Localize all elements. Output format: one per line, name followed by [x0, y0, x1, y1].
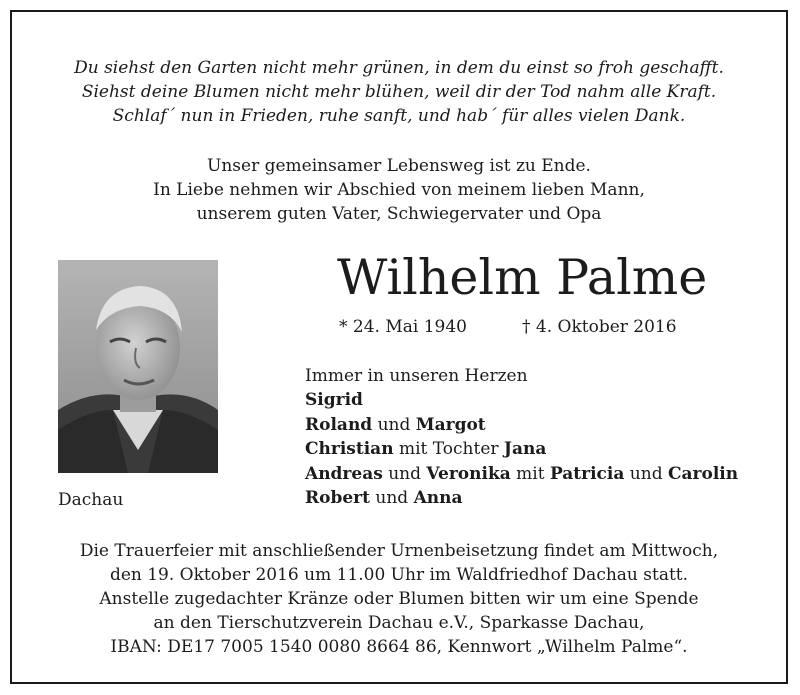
family-member: Anna — [413, 488, 463, 509]
intro-line: In Liebe nehmen wir Abschied von meinem lieben Mann, — [153, 180, 645, 200]
family-line — [305, 413, 738, 437]
funeral-notice — [12, 539, 786, 659]
family-line — [305, 437, 738, 461]
notice-line: IBAN: DE17 7005 1540 0080 8664 86, Kennwort „Wilhelm Palme“. — [110, 637, 688, 657]
family-list — [305, 364, 738, 510]
family-connector: und — [624, 463, 668, 484]
place-label: Dachau — [58, 490, 124, 510]
family-member: Carolin — [667, 463, 739, 484]
poem-line: Siehst deine Blumen nicht mehr blühen, weil dir der Tod nahm alle Kraft. — [81, 82, 717, 102]
portrait-photo-graphic — [58, 260, 218, 473]
family-line — [305, 462, 738, 486]
family-member: Sigrid — [305, 390, 363, 411]
poem-line: Du siehst den Garten nicht mehr grünen, in dem du einst so froh geschafft. — [74, 58, 724, 78]
notice-line: Anstelle zugedachter Kränze oder Blumen bitten wir um eine Spende — [99, 589, 699, 609]
poem — [12, 56, 786, 128]
family-line — [305, 388, 738, 412]
intro-line: unserem guten Vater, Schwiegervater und Opa — [196, 204, 602, 224]
family-heading: Immer in unseren Herzen — [305, 366, 528, 386]
family-connector: mit — [510, 463, 550, 484]
family-member: Andreas — [305, 463, 383, 484]
family-member: Jana — [503, 439, 547, 460]
intro-text — [12, 154, 786, 226]
family-member: Margot — [415, 414, 486, 435]
intro-line: Unser gemeinsamer Lebensweg ist zu Ende. — [207, 156, 591, 176]
family-connector: und — [382, 463, 427, 484]
family-member: Patricia — [549, 463, 625, 484]
poem-line: Schlaf´ nun in Frieden, ruhe sanft, und hab´ für alles vielen Dank. — [112, 106, 686, 126]
family-connector: und — [372, 414, 416, 435]
obituary-frame — [10, 10, 788, 684]
family-member: Roland — [305, 414, 373, 435]
family-member: Christian — [305, 439, 394, 460]
family-connector: mit Tochter — [393, 439, 504, 460]
deceased-name: Wilhelm Palme — [337, 249, 708, 306]
family-connector: und — [369, 488, 414, 509]
family-member: Robert — [305, 488, 370, 509]
notice-line: an den Tierschutzverein Dachau e.V., Sparkasse Dachau, — [153, 613, 645, 633]
notice-line: Die Trauerfeier mit anschließender Urnenbeisetzung findet am Mittwoch, — [79, 541, 719, 561]
notice-line: den 19. Oktober 2016 um 11.00 Uhr im Waldfriedhof Dachau statt. — [109, 565, 689, 585]
birth-date: * 24. Mai 1940 — [339, 317, 467, 337]
family-member: Veronika — [426, 463, 511, 484]
portrait-photo-icon — [58, 260, 218, 473]
family-line — [305, 486, 738, 510]
death-date: † 4. Oktober 2016 — [522, 317, 677, 337]
